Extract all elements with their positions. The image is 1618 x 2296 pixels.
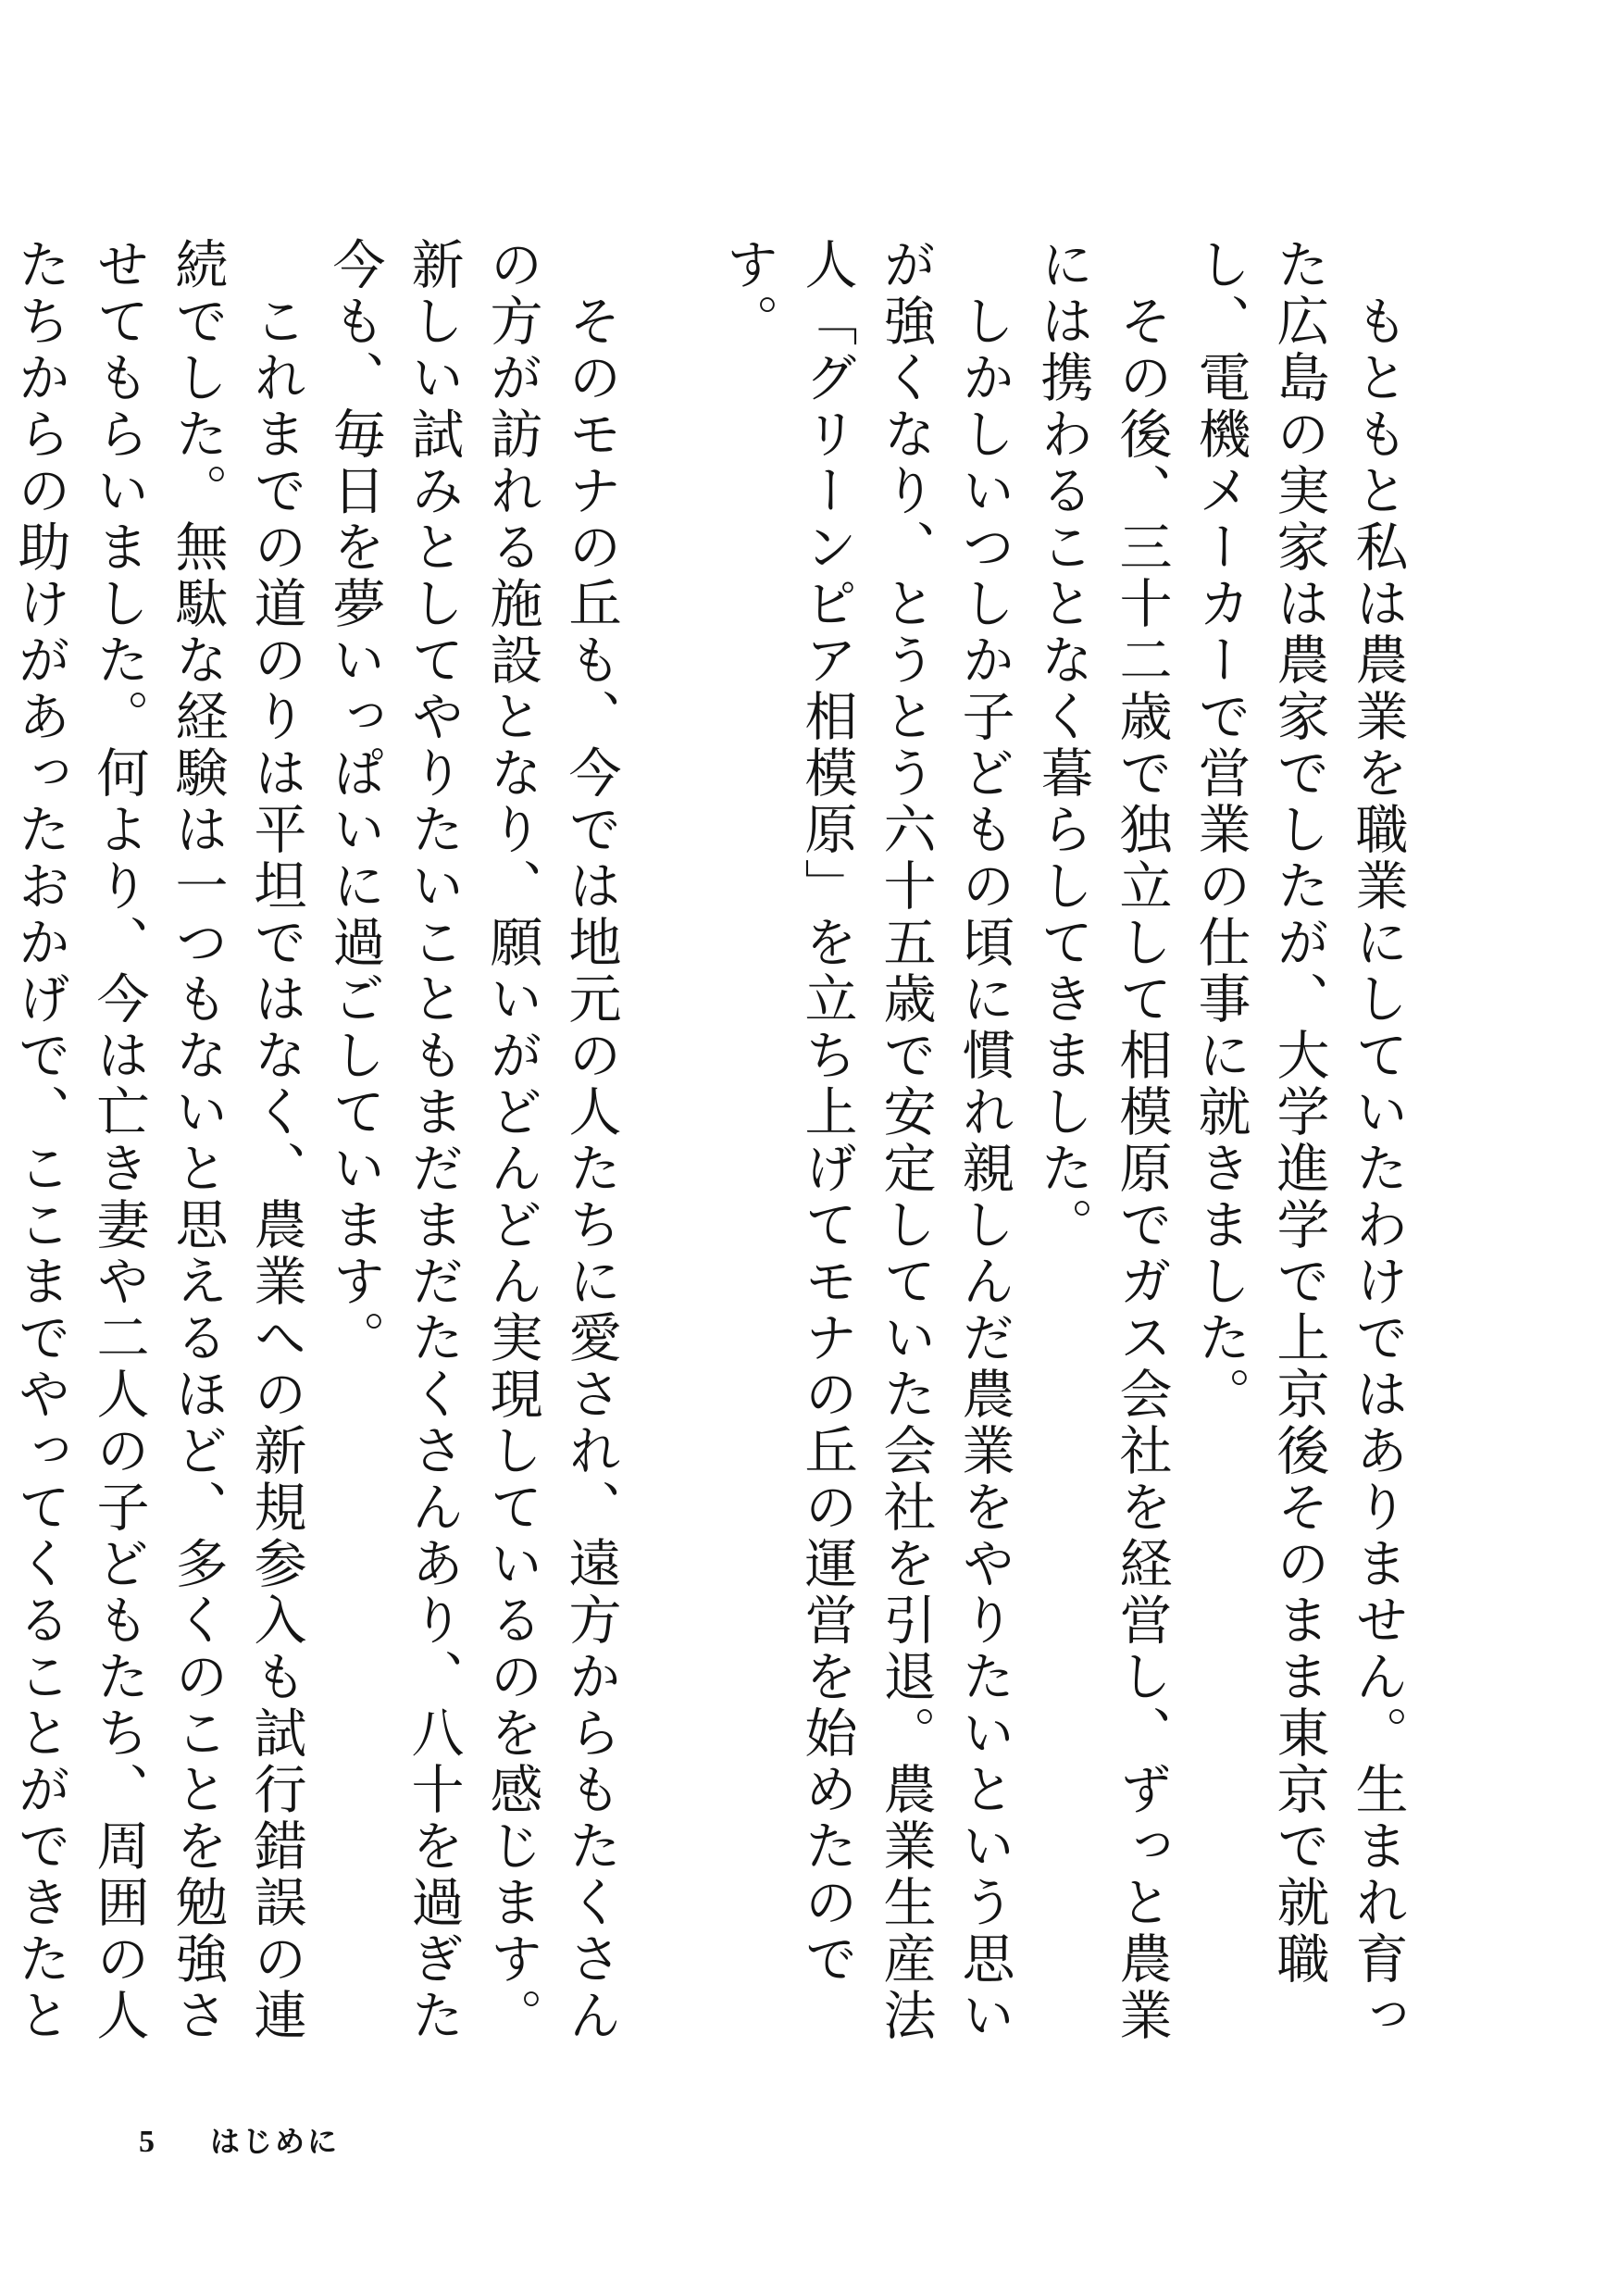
chapter-title: はじめに	[210, 2124, 341, 2159]
paragraph-spacer	[629, 237, 708, 2089]
vertical-text-block	[9, 237, 1416, 2089]
page-number: 5	[139, 2125, 155, 2159]
paragraph: その後、三十二歳で独立して相模原でガス会社を経営し、ずっと農業には携わることなく暮らしてきました。	[1032, 237, 1172, 2044]
paragraph: これまでの道のりは平坦ではなく、農業への新規参入も試行錯誤の連続でした。無駄な経験は一つもないと思えるほど、多くのことを勉強させてもらいました。何より、今は亡き妻や二人の子どもたち、周囲の人たちからの助けがあったおかげで、ここまでやってくることができたと	[9, 237, 306, 2044]
paragraph: もともと私は農業を職業にしていたわけではありません。生まれ育った広島の実家は農家でしたが、大学進学で上京後そのまま東京で就職し、電機メーカーで営業の仕事に就きました。	[1189, 237, 1408, 2044]
paragraph: そのモナの丘も、今では地元の人たちに愛され、遠方からもたくさんの方が訪れる施設となり、願いがどんどん実現しているのを感じます。新しい試みとしてやりたいこともまだまだたくさんあり、八十を過ぎた今も、毎日を夢いっぱいに過ごしています。	[324, 237, 621, 2044]
page-footer	[139, 2118, 340, 2165]
paragraph: しかしいつしか子どもの頃に慣れ親しんだ農業をやりたいという思いが強くなり、とうとう六十五歳で安定していた会社を引退。農業生産法人「グリーンピア相模原」を立ち上げてモナの丘の運営を始めたのです。	[717, 237, 1014, 2044]
